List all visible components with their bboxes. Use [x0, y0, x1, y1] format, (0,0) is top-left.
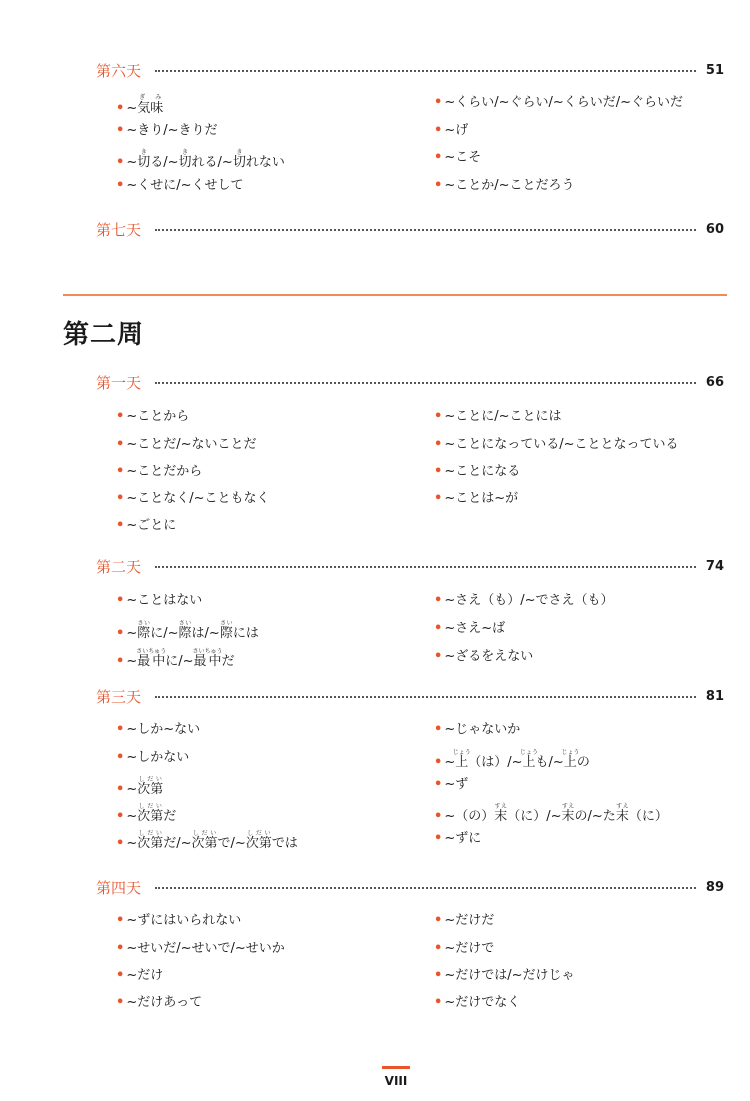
bullet-icon: • — [434, 913, 443, 928]
bullet-icon: • — [116, 913, 125, 928]
grammar-item: • ~切きる/~切きれる/~切きれない — [116, 149, 285, 170]
grammar-item: • ~ことは~が — [434, 491, 519, 506]
grammar-item: • ~だけ — [116, 968, 164, 983]
grammar-item: • ~（の）末すえ（に）/~末すえの/~た末すえ（に） — [434, 803, 668, 824]
grammar-item: • ~ずに — [434, 831, 482, 846]
grammar-item: • ~だけだ — [434, 913, 495, 928]
grammar-item: • ~ことになっている/~こととなっている — [434, 437, 679, 452]
day-page-number: 81 — [705, 688, 724, 704]
footer-accent-bar — [382, 1066, 410, 1069]
section-divider — [63, 294, 727, 296]
bullet-icon: • — [116, 155, 125, 170]
grammar-item: • ~くらい/~ぐらい/~くらいだ/~ぐらいだ — [434, 95, 684, 110]
bullet-icon: • — [434, 178, 443, 193]
grammar-item: • ~ざるをえない — [434, 649, 534, 664]
leader-dots — [155, 887, 696, 889]
leader-dots — [155, 382, 696, 384]
day-title: 第三天 — [96, 687, 142, 706]
grammar-item: • ~くせに/~くせして — [116, 178, 244, 193]
bullet-icon: • — [116, 593, 125, 608]
bullet-icon: • — [116, 995, 125, 1010]
grammar-item: • ~こそ — [434, 150, 482, 165]
grammar-item: • ~ことか/~ことだろう — [434, 178, 575, 193]
grammar-item: • ~ことだ/~ないことだ — [116, 437, 257, 452]
bullet-icon: • — [434, 995, 443, 1010]
grammar-item: • ~ことから — [116, 409, 190, 424]
grammar-item: • ~次第しだいだ — [116, 803, 177, 824]
grammar-item: • ~ことに/~ことには — [434, 409, 562, 424]
grammar-item: • ~しかない — [116, 750, 190, 765]
leader-dots — [155, 229, 696, 231]
grammar-item: • ~しか~ない — [116, 722, 201, 737]
grammar-item: • ~次第しだいだ/~次第しだいで/~次第しだいでは — [116, 830, 298, 851]
day-title: 第六天 — [96, 61, 142, 80]
grammar-item: • ~さえ~ば — [434, 621, 506, 636]
leader-dots — [155, 70, 696, 72]
grammar-item: • ~ことなく/~こともなく — [116, 491, 270, 506]
bullet-icon: • — [434, 968, 443, 983]
day-page-number: 89 — [705, 879, 724, 895]
bullet-icon: • — [434, 150, 443, 165]
grammar-item: • ~さえ（も）/~でさえ（も） — [434, 593, 614, 608]
day-header — [96, 685, 724, 707]
bullet-icon: • — [116, 782, 125, 797]
grammar-item: • ~次第しだい — [116, 776, 164, 797]
bullet-icon: • — [116, 123, 125, 138]
bullet-icon: • — [116, 809, 125, 824]
day-title: 第四天 — [96, 878, 142, 897]
grammar-item: • ~げ — [434, 123, 469, 138]
day-title: 第一天 — [96, 373, 142, 392]
grammar-item: • ~ことはない — [116, 593, 203, 608]
week-title: 第二周 — [63, 320, 145, 350]
bullet-icon: • — [116, 750, 125, 765]
day-page-number: 60 — [705, 221, 724, 237]
leader-dots — [155, 696, 696, 698]
bullet-icon: • — [116, 941, 125, 956]
bullet-icon: • — [434, 491, 443, 506]
bullet-icon: • — [116, 968, 125, 983]
bullet-icon: • — [434, 437, 443, 452]
grammar-item: • ~じゃないか — [434, 722, 521, 737]
grammar-item: • ~ず — [434, 777, 469, 792]
grammar-item: • ~気味ぎ み — [116, 94, 164, 116]
day-header — [96, 218, 724, 240]
grammar-item: • ~だけでなく — [434, 995, 521, 1010]
bullet-icon: • — [434, 809, 443, 824]
leader-dots — [155, 566, 696, 568]
grammar-item: • ~きり/~きりだ — [116, 123, 218, 138]
grammar-item: • ~せいだ/~せいで/~せいか — [116, 941, 285, 956]
day-page-number: 66 — [705, 374, 724, 390]
bullet-icon: • — [434, 755, 443, 770]
day-page-number: 51 — [705, 62, 724, 78]
bullet-icon: • — [116, 491, 125, 506]
bullet-icon: • — [116, 626, 125, 641]
bullet-icon: • — [116, 722, 125, 737]
grammar-item: • ~だけでは/~だけじゃ — [434, 968, 575, 983]
grammar-item: • ~ごとに — [116, 518, 177, 533]
bullet-icon: • — [434, 123, 443, 138]
bullet-icon: • — [116, 101, 125, 116]
grammar-item: • ~最中さいちゅうに/~最中さいちゅうだ — [116, 648, 235, 669]
grammar-item: • ~ずにはいられない — [116, 913, 242, 928]
bullet-icon: • — [434, 95, 443, 110]
grammar-item: • ~ことだから — [116, 464, 203, 479]
grammar-item: • ~だけで — [434, 941, 495, 956]
day-header — [96, 876, 724, 898]
day-title: 第七天 — [96, 220, 142, 239]
bullet-icon: • — [116, 654, 125, 669]
bullet-icon: • — [116, 836, 125, 851]
bullet-icon: • — [434, 464, 443, 479]
grammar-item: • ~だけあって — [116, 995, 203, 1010]
bullet-icon: • — [434, 621, 443, 636]
grammar-item: • ~上じょう（は）/~上じょうも/~上じょうの — [434, 749, 590, 770]
bullet-icon: • — [434, 777, 443, 792]
bullet-icon: • — [434, 941, 443, 956]
bullet-icon: • — [434, 831, 443, 846]
bullet-icon: • — [434, 593, 443, 608]
bullet-icon: • — [434, 409, 443, 424]
bullet-icon: • — [434, 649, 443, 664]
bullet-icon: • — [434, 722, 443, 737]
day-header — [96, 371, 724, 393]
grammar-item: • ~ことになる — [434, 464, 521, 479]
day-header — [96, 555, 724, 577]
day-title: 第二天 — [96, 557, 142, 576]
bullet-icon: • — [116, 437, 125, 452]
bullet-icon: • — [116, 464, 125, 479]
page-number: VIII — [384, 1074, 408, 1088]
bullet-icon: • — [116, 518, 125, 533]
bullet-icon: • — [116, 178, 125, 193]
grammar-item: • ~際さいに/~際さいは/~際さいには — [116, 620, 259, 641]
bullet-icon: • — [116, 409, 125, 424]
day-page-number: 74 — [705, 558, 724, 574]
day-header — [96, 59, 724, 81]
